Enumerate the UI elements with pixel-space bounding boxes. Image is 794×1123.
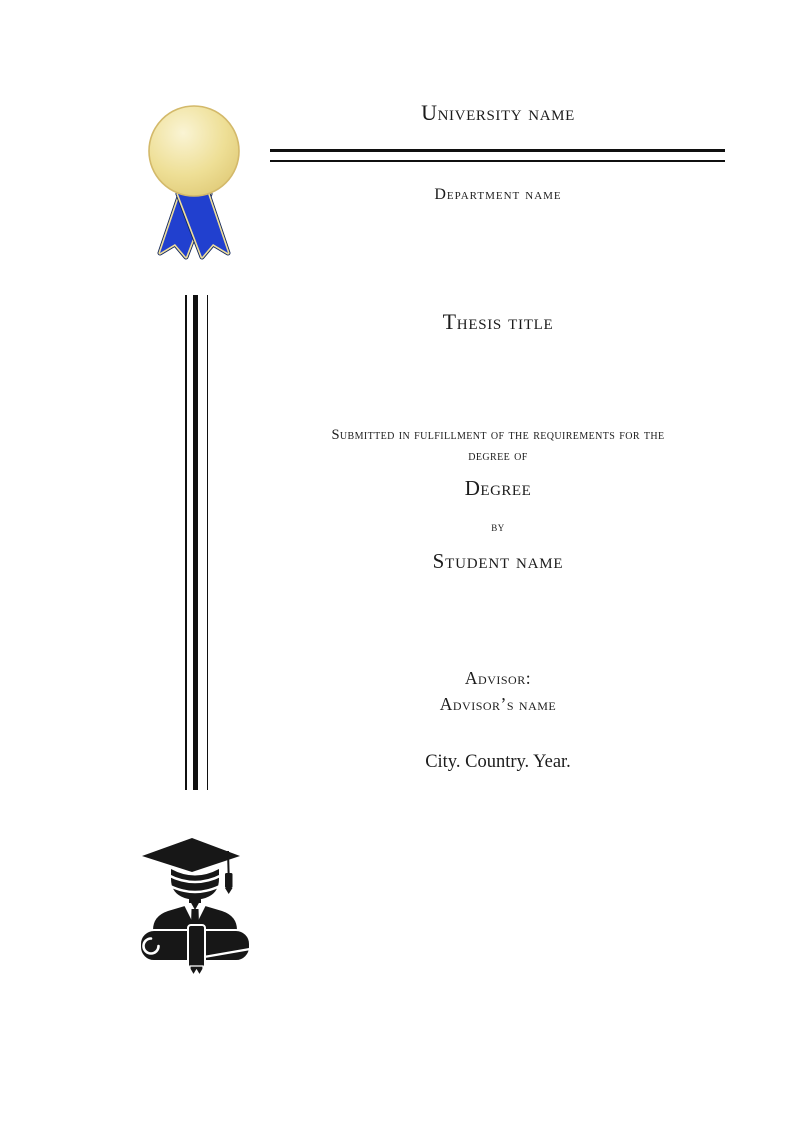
by-label: by: [491, 519, 505, 534]
university-name: University name: [421, 100, 575, 125]
department-name: Department name: [434, 186, 562, 203]
vertical-rule-middle: [193, 295, 198, 790]
thesis-title: Thesis title: [442, 309, 554, 334]
scroll-band: [188, 925, 205, 968]
tassel-end: [225, 873, 233, 888]
submission-statement: [270, 425, 726, 467]
tassel-cord: [228, 851, 229, 873]
tassel-tip: [225, 888, 233, 894]
advisor-label: Advisor:: [464, 668, 532, 688]
submission-line-2: degree of: [468, 448, 528, 464]
header-rule-thin: [270, 160, 725, 162]
graduate-svg: [138, 837, 252, 976]
medal-svg: [147, 102, 241, 264]
student-name: Student name: [432, 549, 564, 573]
graduate-diploma-icon: [138, 837, 252, 976]
medal-disc: [149, 106, 239, 196]
header-rule-thick: [270, 149, 725, 152]
mortarboard: [142, 838, 240, 872]
advisor-name: Advisor’s name: [439, 694, 557, 714]
award-medal-ribbon-icon: [147, 102, 241, 264]
head: [171, 869, 219, 900]
vertical-rule-left: [185, 295, 187, 790]
degree-name: Degree: [464, 476, 532, 500]
city-country-year: City. Country. Year.: [425, 752, 571, 772]
vertical-rule-right: [207, 295, 209, 790]
submission-line-1: Submitted in fulfillment of the requirements for the: [331, 427, 665, 443]
scroll-band-tails: [190, 966, 203, 975]
